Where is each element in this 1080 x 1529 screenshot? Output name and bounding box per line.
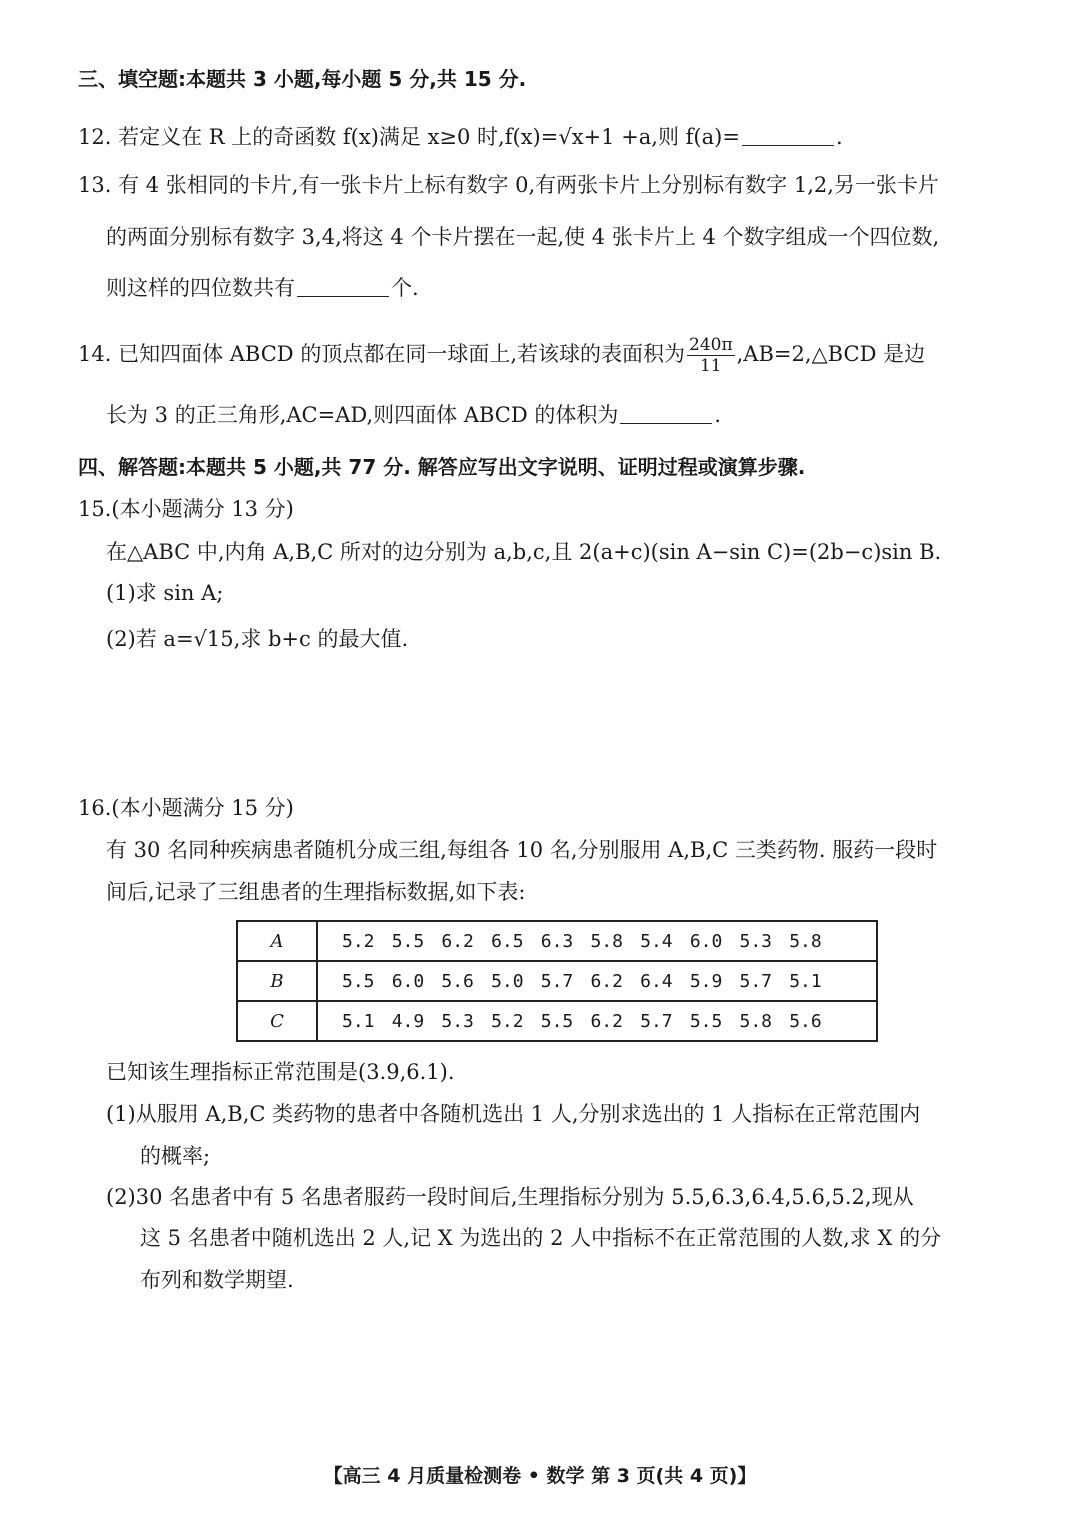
value-cell: 5.8 [789,930,822,952]
q16-range: 已知该生理指标正常范围是(3.9,6.1). [106,1060,455,1084]
group-values [317,1001,877,1041]
page-footer: 【高三 4 月质量检测卷 • 数学 第 3 页(共 4 页)】 [323,1465,757,1487]
value-cell: 5.6 [441,970,474,992]
value-cell: 4.9 [391,1010,425,1032]
q15-part1: (1)求 sin A; [106,581,224,605]
q16-part1-line1: (1)从服用 A,B,C 类药物的患者中各随机选出 1 人,分别求选出的 1 人指标在正常范围内 [106,1102,921,1126]
q13-line1: 13. 有 4 张相同的卡片,有一张卡片上标有数字 0,有两张卡片上分别标有数字 1,2,另一张卡片 [78,173,939,197]
q12 [78,122,843,152]
value-cell: 5.6 [789,1010,822,1032]
q14-fraction [687,335,735,376]
group-values [317,961,877,1001]
value-cell: 5.5 [540,1010,574,1032]
q14-line2 [106,400,721,430]
value-cell: 5.8 [739,1010,773,1032]
value-cell: 5.2 [491,1010,524,1032]
q16-stem2: 间后,记录了三组患者的生理指标数据,如下表: [106,880,526,904]
table-row [237,961,877,1001]
value-cell: 6.2 [590,970,623,992]
value-cell: 5.1 [789,970,822,992]
q14-text: 14. 已知四面体 ABCD 的顶点都在同一球面上,若该球的表面积为 [78,342,685,366]
q13-line3 [106,273,419,303]
group-label: C [237,1001,317,1041]
q16-part2-line3: 布列和数学期望. [140,1268,294,1292]
q16-part2-line1: (2)30 名患者中有 5 名患者服药一段时间后,生理指标分别为 5.5,6.3,6.4,5.6,5.2,现从 [106,1185,914,1209]
q12-answer-blank [742,125,834,146]
q14-answer-blank [620,403,712,424]
section3-heading: 三、填空题:本题共 3 小题,每小题 5 分,共 15 分. [78,67,527,91]
q16-stem1: 有 30 名同种疾病患者随机分成三组,每组各 10 名,分别服用 A,B,C 三类药物. 服药一段时 [106,838,938,862]
value-cell: 5.3 [739,930,773,952]
q16-part2-line2: 这 5 名患者中随机选出 2 人,记 X 为选出的 2 人中指标不在正常范围的人数,求 X 的分 [140,1226,942,1250]
q14-text2: 长为 3 的正三角形,AC=AD,则四面体 ABCD 的体积为 [106,403,619,427]
value-cell: 5.2 [342,930,375,952]
value-cell: 5.4 [640,930,673,952]
section4-heading: 四、解答题:本题共 5 小题,共 77 分. 解答应写出文字说明、证明过程或演算步骤. [78,455,806,479]
q14-line1 [78,335,925,376]
q15-stem: 在△ABC 中,内角 A,B,C 所对的边分别为 a,b,c,且 2(a+c)(sin A−sin C)=(2b−c)sin B. [106,540,942,564]
group-label: B [237,961,317,1001]
value-cell: 5.0 [491,970,524,992]
value-cell: 6.4 [640,970,673,992]
value-cell: 5.8 [590,930,623,952]
q14-text-b: ,AB=2,△BCD 是边 [736,342,926,366]
value-cell: 6.5 [491,930,524,952]
value-cell: 6.2 [441,930,474,952]
group-label: A [237,921,317,961]
q14-frac-num: 240π [689,335,733,355]
value-cell: 5.5 [342,970,375,992]
table-row [237,921,877,961]
value-cell: 6.0 [689,930,723,952]
q14-frac-den: 11 [699,356,722,376]
q12-text-end: . [835,125,843,149]
value-cell: 5.7 [640,1010,673,1032]
q16-part1-line2: 的概率; [140,1144,211,1168]
value-cell: 5.5 [391,930,425,952]
value-cell: 6.2 [590,1010,623,1032]
q12-text: 12. 若定义在 R 上的奇函数 f(x)满足 x≥0 时,f(x)=√x+1 +a,则 f(a)= [78,125,740,149]
table-row [237,1001,877,1041]
group-values [317,921,877,961]
q16-header: 16.(本小题满分 15 分) [78,796,294,820]
value-cell: 5.1 [342,1010,375,1032]
q15-part2: (2)若 a=√15,求 b+c 的最大值. [106,627,409,651]
value-cell: 5.5 [689,1010,723,1032]
q15-header: 15.(本小题满分 13 分) [78,497,294,521]
value-cell: 6.0 [391,970,425,992]
q13-line2: 的两面分别标有数字 3,4,将这 4 个卡片摆在一起,使 4 张卡片上 4 个数字组成一个四位数, [106,225,940,249]
value-cell: 5.3 [441,1010,474,1032]
q13-text-end: 个. [391,276,419,300]
value-cell: 5.9 [689,970,723,992]
value-cell: 5.7 [540,970,574,992]
q14-text2-end: . [714,403,722,427]
q13-answer-blank [297,276,389,297]
q13-text: 则这样的四位数共有 [106,276,295,300]
data-table [236,920,878,1042]
value-cell: 6.3 [540,930,574,952]
value-cell: 5.7 [739,970,773,992]
